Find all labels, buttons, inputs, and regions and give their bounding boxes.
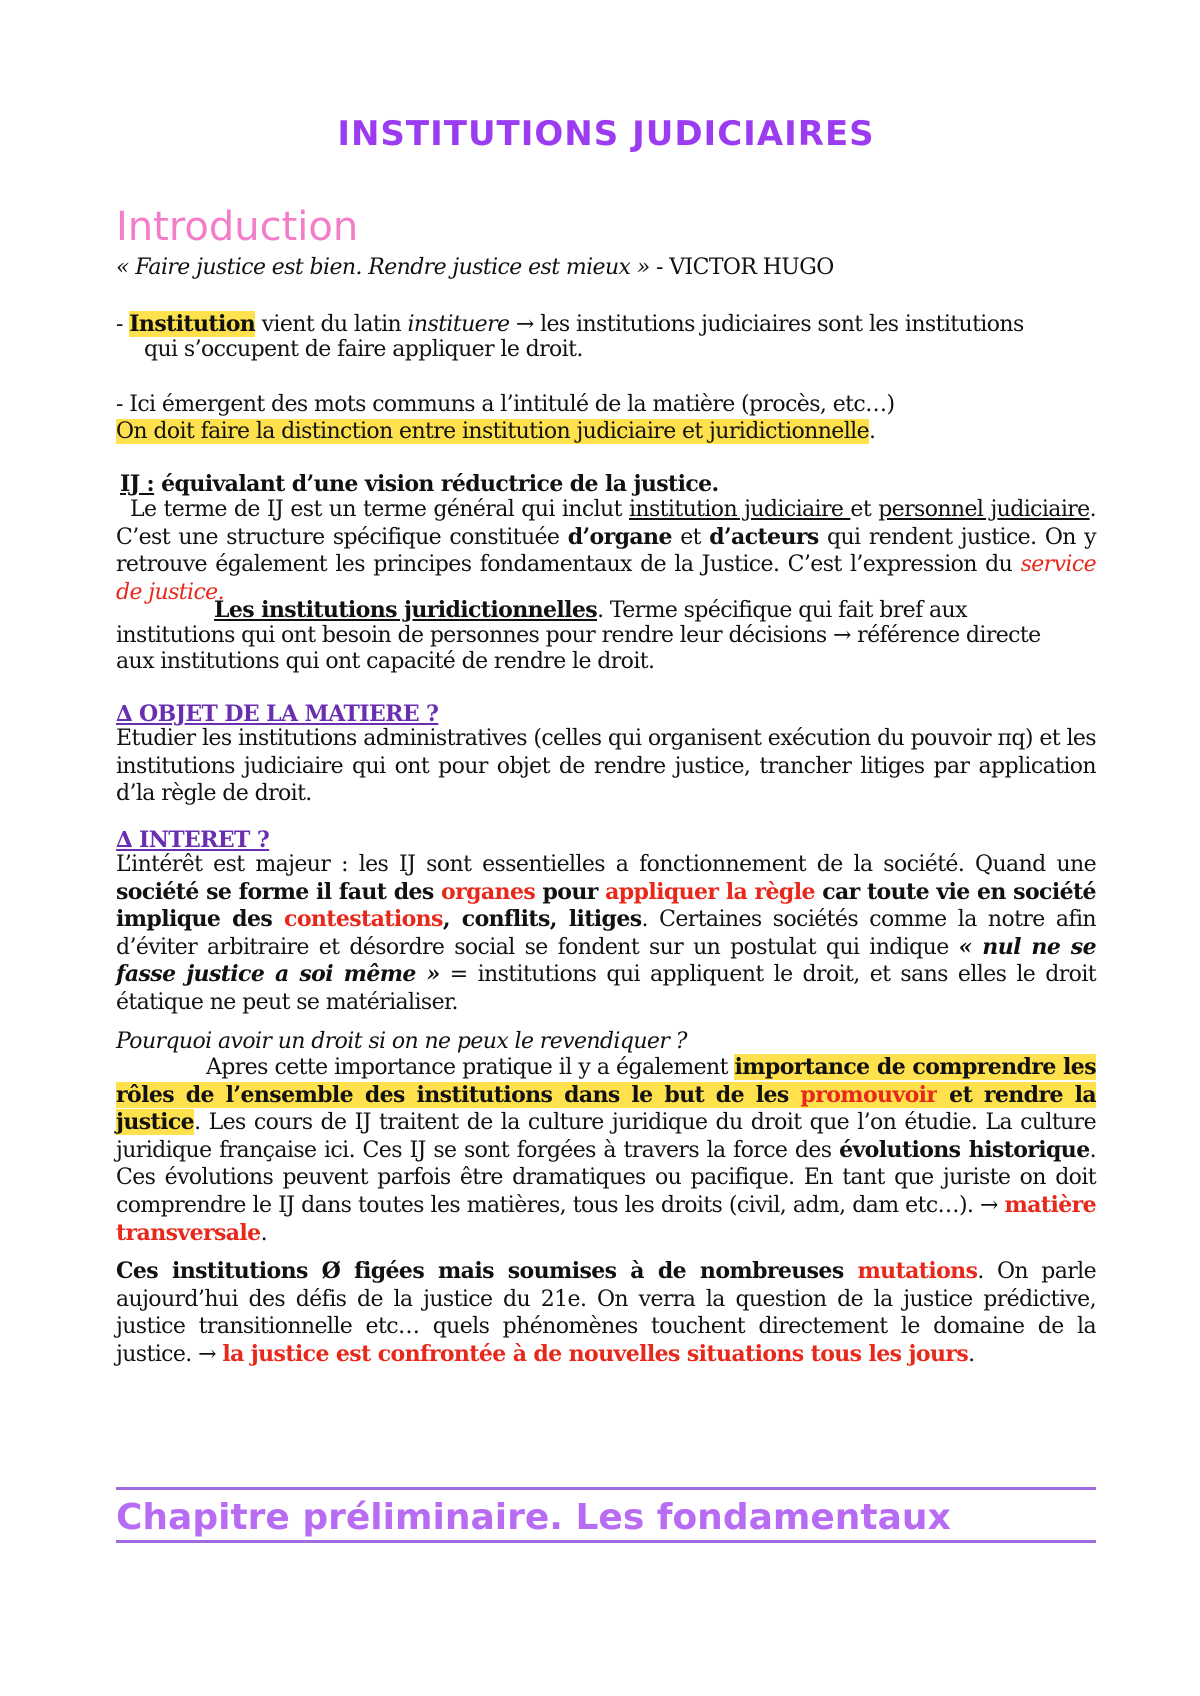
text: .: [968, 1341, 975, 1367]
bold-text: Ces institutions Ø figées mais soumises à de nombreuses: [116, 1258, 858, 1284]
bullet-text: vient du latin: [255, 312, 408, 337]
highlighted-text: importance de comprendre les rôles de l’ensemble des institutions dans le but de les: [116, 1054, 1096, 1108]
mutations-paragraph: [116, 1258, 1096, 1368]
epigraph-quote: [116, 254, 834, 282]
quote-text: « Faire justice est bien. Rendre justice est mieux »: [116, 255, 650, 280]
text: et: [671, 524, 710, 550]
distinction-line: [116, 418, 875, 446]
bold-term: d’acteurs: [709, 523, 819, 550]
text: Apres cette importance pratique il y a également: [206, 1055, 735, 1080]
bullet-text: Ici émergent des mots communs a l’intitulé de la matière (procès, etc…): [129, 392, 895, 417]
bullet-dash: -: [116, 392, 130, 417]
document-title: INSTITUTIONS JUDICIAIRES: [337, 114, 875, 154]
highlighted-red-term: promouvoir: [800, 1081, 938, 1108]
bold-italic-quote: « nul ne se fasse justice a soi même »: [116, 933, 1096, 988]
red-term: matière transversale: [116, 1191, 1096, 1246]
distinction-highlight: On doit faire la distinction entre institution judiciaire et juridictionnelle: [116, 419, 870, 444]
objet-heading: ∆ OBJET DE LA MATIERE ?: [116, 701, 439, 727]
red-term: contestations: [284, 906, 443, 933]
juridictionnelles-line: [214, 596, 967, 625]
highlighted-text: et rendre la justice: [116, 1081, 1096, 1136]
bullet-dash: -: [116, 312, 130, 337]
text: L’intérêt est majeur : les IJ sont essentielles a fonctionnement de la société. Quand une: [116, 852, 1096, 877]
ij-heading: [120, 470, 719, 498]
juridictionnelles-heading: Les institutions juridictionnelles: [214, 597, 598, 623]
chapter-top-rule: [116, 1487, 1096, 1490]
text: qui rendent justice. On y retrouve également les principes fondamentaux de la Justice. C’est l’expression du: [116, 524, 1096, 578]
red-term: organes: [441, 878, 536, 905]
text: = institutions qui appliquent le droit, et sans elles le droit étatique ne peut se matérialiser.: [116, 962, 1096, 1015]
bold-text: , conflits, litiges: [442, 906, 642, 933]
text: . Terme spécifique qui fait bref aux: [597, 598, 967, 623]
pourquoi-paragraph: [116, 1054, 1096, 1247]
bold-text: société se forme il faut des: [116, 878, 442, 905]
bullet-text: → les institutions judiciaires sont les institutions: [509, 312, 1024, 337]
bullet-institution-continued: qui s’occupent de faire appliquer le droit.: [144, 337, 583, 362]
pourquoi-question: Pourquoi avoir un droit si on ne peux le revendiquer ?: [116, 1029, 687, 1054]
text: . Certaines sociétés comme la notre afin d’éviter arbitraire et désordre social se fondent sur un postulat qui indique: [116, 907, 1096, 960]
bold-text: pour: [535, 878, 606, 905]
red-term: mutations: [857, 1258, 978, 1284]
term-institution: Institution: [129, 311, 256, 337]
bold-term: d’organe: [567, 523, 672, 550]
red-term: appliquer la règle: [605, 878, 815, 905]
bullet-emergent: [116, 391, 894, 419]
chapter-heading: Chapitre préliminaire. Les fondamentaux: [116, 1497, 951, 1538]
juridictionnelles-line-2: institutions qui ont besoin de personnes pour rendre leur décisions → référence directe: [116, 623, 1041, 648]
ij-paragraph: [116, 496, 1096, 606]
underlined-term: personnel judiciaire: [878, 497, 1090, 522]
section-heading-introduction: Introduction: [116, 204, 359, 250]
text: . Ces évolutions peuvent parfois être dramatiques ou pacifique. En tant que juriste on doit comprendre le IJ dans toutes les matières, tous les droits (civil, adm, dam etc…). →: [116, 1137, 1096, 1218]
bullet-institution: [116, 310, 1024, 339]
red-italic-term: service de justice.: [116, 552, 1096, 605]
chapter-bottom-rule: [116, 1540, 1096, 1543]
interet-heading: ∆ INTERET ?: [116, 827, 270, 853]
text: . C’est une structure spécifique constituée: [116, 497, 1097, 550]
juridictionnelles-line-3: aux institutions qui ont capacité de rendre le droit.: [116, 649, 655, 674]
latin-word: instituere: [407, 312, 510, 337]
text: .: [260, 1220, 267, 1246]
underlined-term: institution judiciaire: [628, 497, 851, 522]
text: Le terme de IJ est un terme général qui inclut: [130, 497, 629, 522]
quote-author: - VICTOR HUGO: [649, 255, 834, 280]
objet-paragraph: Etudier les institutions administratives (celles qui organisent exécution du pouvoir πq) et les institutions judiciaire qui ont pour objet de rendre justice, trancher litiges par application d’la règle de droit.: [116, 726, 1096, 807]
interet-paragraph: [116, 851, 1096, 1017]
text: . Les cours de IJ traitent de la culture juridique du droit que l’on étudie. La culture juridique française ici. Ces IJ se sont forgées à travers la force des: [116, 1110, 1096, 1163]
bold-term: évolutions historique: [839, 1136, 1090, 1163]
distinction-end: .: [869, 419, 876, 444]
ij-abbr: IJ :: [120, 471, 155, 497]
bold-text: car toute vie en société implique des: [116, 878, 1096, 933]
ij-heading-rest: équivalant d’une vision réductrice de la justice.: [154, 471, 719, 497]
red-term: la justice est confrontée à de nouvelles situations tous les jours: [222, 1340, 969, 1367]
text: et: [850, 497, 879, 522]
text: . On parle aujourd’hui des défis de la justice du 21e. On verra la question de la justice prédictive, justice transitionnelle etc… quels phénomènes touchent directement le domaine de la justice. →: [116, 1259, 1096, 1367]
